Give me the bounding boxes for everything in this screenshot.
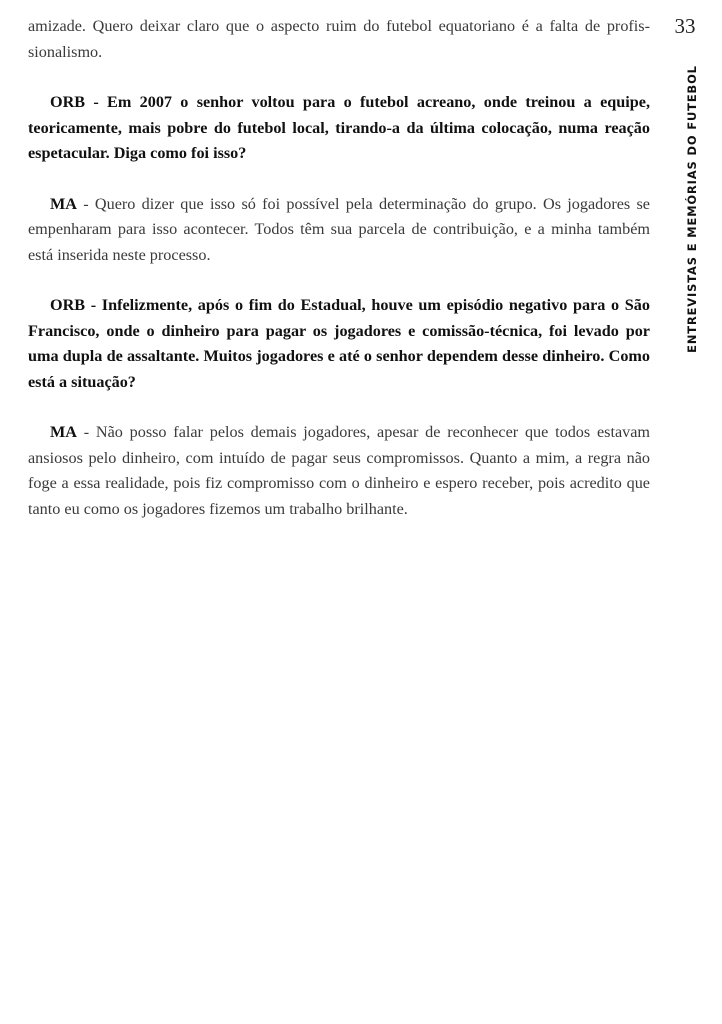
answer-paragraph — [28, 192, 650, 269]
answer-speaker: MA — [50, 194, 77, 213]
continued-answer-paragraph: amizade. Quero deixar claro que o aspecto ruim do futebol equatoriano é a falta de profissionalismo. — [28, 17, 650, 61]
answer-speaker: MA — [50, 423, 77, 441]
page-number: 33 — [674, 14, 696, 38]
running-head-text: ENTREVISTAS E MEMÓRIAS DO FUTEBOL — [685, 65, 699, 353]
answer-paragraph — [28, 420, 650, 522]
answer-text: - Quero dizer que isso só foi possível pela determinação do grupo. Os jogadores se empenharam para isso acontecer. Todos têm sua parcela de contribuição, e a minha também está inserida neste processo. — [28, 194, 650, 264]
question-paragraph: ORB - Em 2007 o senhor voltou para o futebol acreano, onde treinou a equipe, teoricamente, mais pobre do futebol local, tirando-a da última colocação, numa reação espetacular. Diga como foi isso? — [28, 93, 650, 162]
answer-text: - Não posso falar pelos demais jogadores, apesar de reconhecer que todos estavam ansiosos pelo dinheiro, com intuído de pagar seus compromissos. Quanto a mim, a regra não foge a essa realidade, pois fiz compromisso com o dinheiro e espero receber, pois acredito que tanto eu como os jogadores fizemos um trabalho brilhante. — [28, 423, 650, 518]
question-paragraph: ORB - Infelizmente, após o fim do Estadual, houve um episódio negativo para o São Francisco, onde o dinheiro para pagar os jogadores e comissão-técnica, foi levado por uma dupla de assaltante. Muitos jogadores e até o senhor dependem desse dinheiro. Como está a situação? — [28, 296, 650, 391]
interview-text — [28, 14, 650, 522]
running-head — [684, 58, 700, 360]
